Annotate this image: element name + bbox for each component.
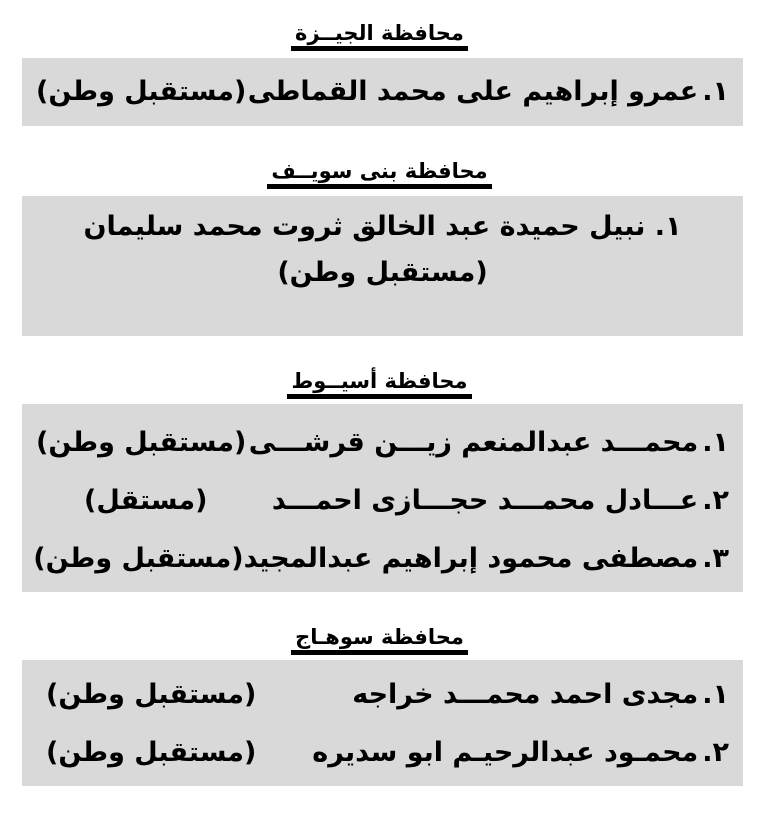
section-box-sohag: [22, 660, 743, 786]
section-title-assiut: محافظة أسيــوط: [0, 366, 759, 396]
candidate-name: عـــادل محمـــد حجـــازى احمـــد: [271, 485, 699, 516]
section-box-giza: [22, 58, 743, 126]
candidate-name: محمـود عبدالرحيـم ابو سديره: [312, 737, 699, 768]
candidate-name: مجدى احمد محمـــد خراجه: [352, 679, 699, 710]
list-item: ٢. عـــادل محمـــد حجـــازى احمـــد (مستقل): [36, 472, 729, 530]
candidate-name: نبيل حميدة عبد الخالق ثروت محمد سليمان: [83, 211, 646, 242]
party-label: (مستقل): [84, 485, 208, 516]
list-item: ٢. محمـود عبدالرحيـم ابو سديره (مستقبل وطن): [36, 724, 729, 782]
section-title-sohag: محافظة سوهـاج: [0, 622, 759, 652]
party-label: (مستقبل وطن): [36, 76, 247, 107]
list-item: ١. مجدى احمد محمـــد خراجه (مستقبل وطن): [36, 666, 729, 724]
party-label: (مستقبل وطن): [33, 543, 244, 574]
section-title-giza: محافظة الجيــزة: [0, 18, 759, 48]
candidate-name: مصطفى محمود إبراهيم عبدالمجيد: [243, 543, 699, 574]
section-box-beni-suef: [22, 196, 743, 336]
list-item: ١. عمرو إبراهيم على محمد القماطى (مستقبل وطن): [36, 70, 729, 114]
party-label: (مستقبل وطن): [46, 737, 257, 768]
list-item: ١. محمـــد عبدالمنعم زيـــن قرشـــى (مستقبل وطن): [36, 414, 729, 472]
list-item: ٣. مصطفى محمود إبراهيم عبدالمجيد (مستقبل وطن): [36, 530, 729, 588]
party-label: (مستقبل وطن): [277, 257, 488, 288]
party-label: (مستقبل وطن): [36, 427, 247, 458]
list-item: ١. نبيل حميدة عبد الخالق ثروت محمد سليمان (مستقبل وطن): [83, 211, 682, 288]
party-label: (مستقبل وطن): [46, 679, 257, 710]
section-title-beni-suef: محافظة بنى سويــف: [0, 156, 759, 186]
section-box-assiut: [22, 404, 743, 592]
candidate-name: عمرو إبراهيم على محمد القماطى: [247, 76, 699, 107]
candidate-name: محمـــد عبدالمنعم زيـــن قرشـــى: [248, 427, 699, 458]
